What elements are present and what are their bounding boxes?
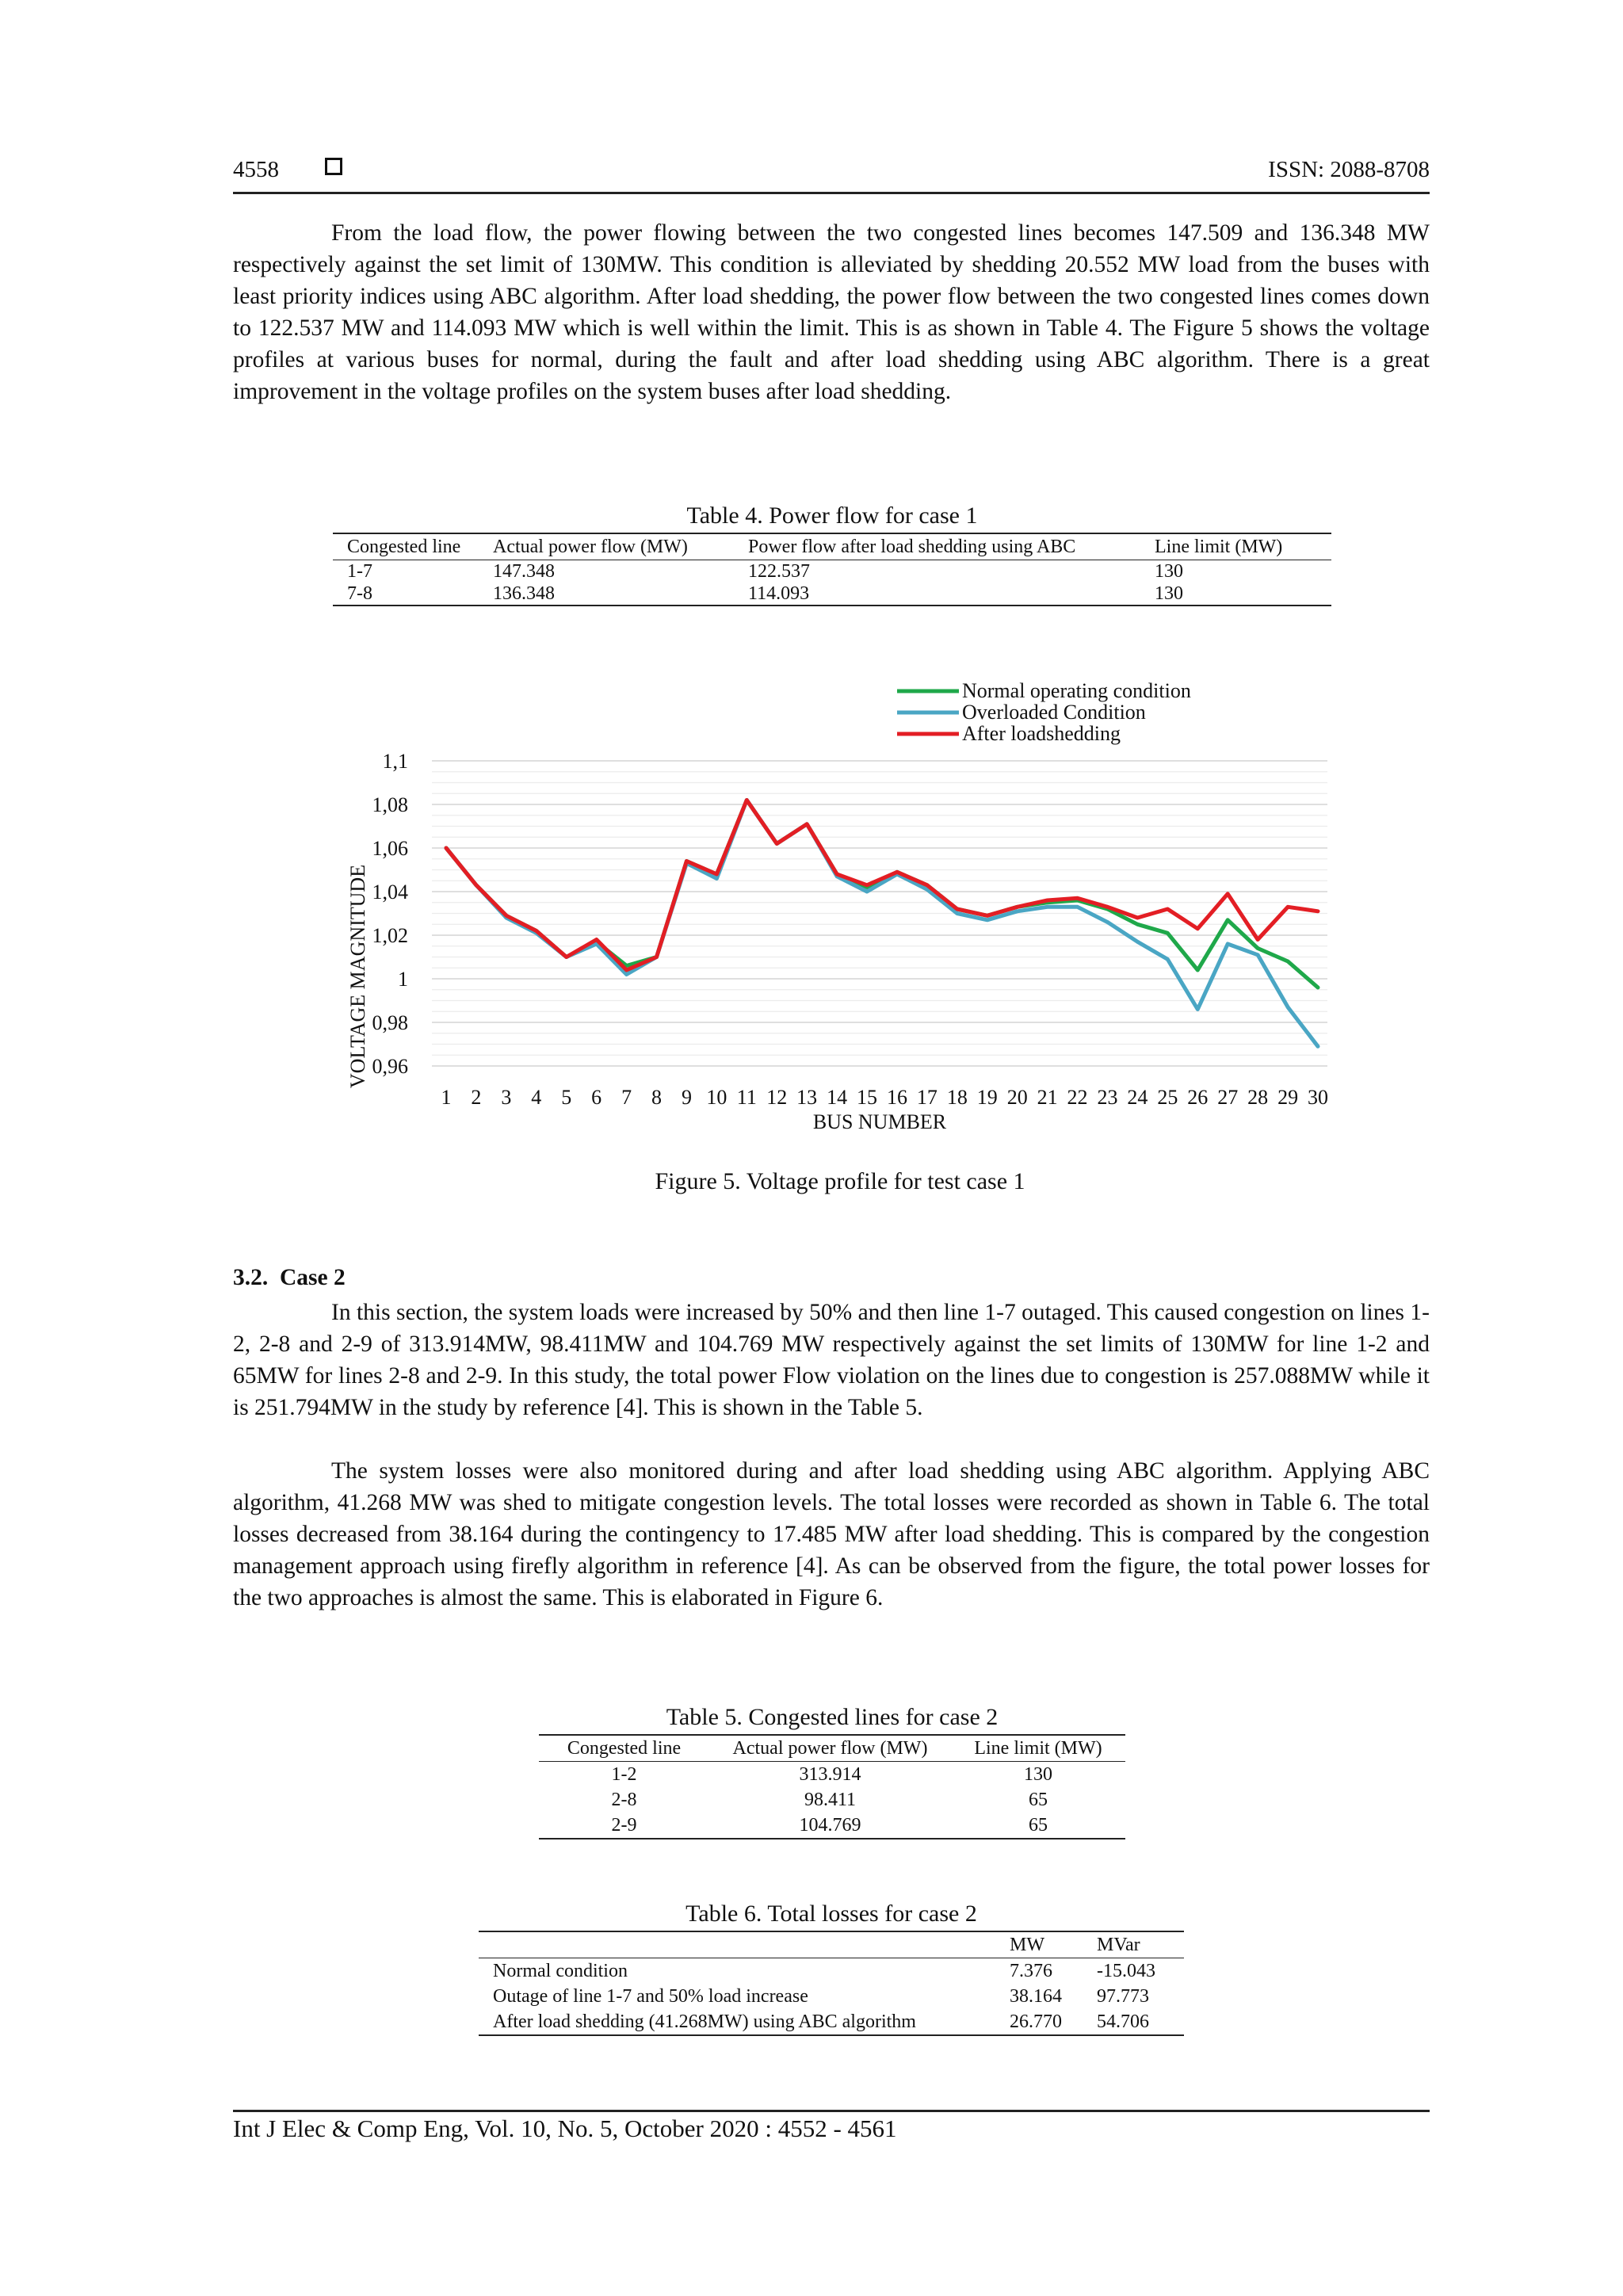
- case2-paragraph-2-text: The system losses were also monitored during and after load shedding using ABC algorithm. Applying ABC algorithm, 41.268 MW was shed to mitigate congestion levels. The total losses were recorded as shown in Table 6. The total losses decreased from 38.164 during the contingency to 17.485 MW after load shedding. This is compared by the congestion management approach using firefly algorithm in reference [4]. As can be observed from the figure, the total power losses for the two approaches is almost the same. This is elaborated in Figure 6.: [233, 1458, 1430, 1610]
- table5-header-row: [539, 1735, 1125, 1762]
- x-tick-label: 25: [1157, 1086, 1178, 1109]
- section-number: 3.2.: [233, 1265, 269, 1290]
- table5-cell: 98.411: [804, 1790, 857, 1810]
- y-tick-label: 1,1: [382, 750, 408, 773]
- table5-cell: 1-2: [611, 1764, 637, 1785]
- section-heading: [233, 1265, 346, 1291]
- x-tick-label: 23: [1097, 1086, 1118, 1109]
- table-row: [333, 560, 1331, 583]
- section-title: Case 2: [280, 1265, 346, 1290]
- x-tick-label: 2: [471, 1086, 482, 1109]
- voltage-profile-chart: [333, 666, 1347, 1157]
- table6-cell: 97.773: [1097, 1986, 1149, 2007]
- y-tick-label: 1,04: [372, 881, 408, 904]
- table6-cell: 38.164: [1010, 1986, 1062, 2007]
- y-tick-label: 0,96: [372, 1055, 408, 1078]
- table5-header: Congested line: [539, 1735, 709, 1762]
- series-line-1: [446, 800, 1318, 988]
- table5-cell: 104.769: [709, 1813, 951, 1839]
- table5-cell: 65: [951, 1813, 1125, 1839]
- table-row: [539, 1813, 1125, 1839]
- x-tick-label: 14: [827, 1086, 848, 1109]
- table5-cell: 313.914: [799, 1764, 861, 1785]
- table4-cell: 136.348: [493, 583, 748, 606]
- x-tick-label: 5: [561, 1086, 572, 1109]
- x-tick-label: 24: [1127, 1086, 1148, 1109]
- table6-caption: Table 6. Total losses for case 2: [685, 1901, 977, 1927]
- legend-label: Normal operating condition: [962, 679, 1191, 702]
- footer-citation: Int J Elec & Comp Eng, Vol. 10, No. 5, October 2020 : 4552 - 4561: [233, 2115, 897, 2142]
- x-tick-label: 27: [1217, 1086, 1239, 1109]
- table5-cell: 2-8: [611, 1790, 637, 1810]
- x-tick-label: 18: [946, 1086, 968, 1109]
- table-row: [479, 1984, 1184, 2009]
- table6-cell: Outage of line 1-7 and 50% load increase: [493, 1986, 808, 2007]
- x-tick-label: 16: [886, 1086, 907, 1109]
- x-tick-label: 3: [501, 1086, 512, 1109]
- table4-header: Power flow after load shedding using ABC: [748, 533, 1155, 560]
- x-tick-label: 9: [681, 1086, 692, 1109]
- y-axis-label: VOLTAGE MAGNITUDE: [346, 864, 369, 1089]
- table4-header: Congested line: [333, 533, 493, 560]
- x-tick-label: 26: [1187, 1086, 1209, 1109]
- x-tick-label: 19: [976, 1086, 998, 1109]
- x-tick-label: 29: [1277, 1086, 1299, 1109]
- x-tick-label: 30: [1308, 1086, 1328, 1109]
- x-tick-label: 17: [916, 1086, 938, 1109]
- table6-cell: After load shedding (41.268MW) using ABC algorithm: [479, 2009, 1010, 2035]
- table-row: [479, 1958, 1184, 1985]
- x-tick-label: 12: [766, 1086, 788, 1109]
- figure5-caption: Figure 5. Voltage profile for test case 1: [655, 1168, 1025, 1194]
- table5-cell: 2-9: [539, 1813, 709, 1839]
- table6-header: MW: [1010, 1931, 1097, 1958]
- y-tick-label: 1: [398, 968, 408, 991]
- table5: [539, 1734, 1125, 1839]
- table4-header: Line limit (MW): [1155, 533, 1331, 560]
- footer-rule: [233, 2110, 1430, 2112]
- legend-label: Overloaded Condition: [962, 701, 1146, 724]
- case2-paragraph-1-text: In this section, the system loads were increased by 50% and then line 1-7 outaged. This caused congestion on lines 1-2, 2-8 and 2-9 of 313.914MW, 98.411MW and 104.769 MW respectively against the set limits of 130MW for line 1-2 and 65MW for lines 2-8 and 2-9. In this study, the total power Flow violation on the lines due to congestion is 257.088MW while it is 251.794MW in the study by reference [4]. This is shown in the Table 5.: [233, 1300, 1430, 1420]
- y-tick-label: 0,98: [372, 1011, 408, 1034]
- legend-label: After loadshedding: [962, 722, 1121, 745]
- intro-paragraph: [233, 217, 1430, 407]
- table4-cell: 130: [1155, 583, 1331, 606]
- y-tick-label: 1,06: [372, 837, 408, 860]
- table4-cell: 114.093: [748, 583, 1155, 606]
- x-tick-label: 10: [706, 1086, 727, 1109]
- chart-grid: [432, 761, 1327, 1066]
- table-row: [539, 1762, 1125, 1788]
- table4-header-row: [333, 533, 1331, 560]
- table4-cell: 7-8: [333, 583, 493, 606]
- x-tick-label: 8: [651, 1086, 663, 1109]
- table6-cell: 54.706: [1097, 2009, 1184, 2035]
- table4-header: Actual power flow (MW): [493, 533, 748, 560]
- case2-paragraph-1: [233, 1297, 1430, 1423]
- header-square-icon: [325, 158, 342, 175]
- case2-paragraph-2: [233, 1455, 1430, 1614]
- y-axis-ticks: [372, 750, 409, 1078]
- x-tick-label: 6: [591, 1086, 602, 1109]
- table6-header: MVar: [1097, 1931, 1184, 1958]
- x-tick-label: 20: [1006, 1086, 1028, 1109]
- table4: [333, 533, 1331, 606]
- table-row: [479, 2009, 1184, 2035]
- x-tick-label: 22: [1067, 1086, 1088, 1109]
- x-tick-label: 1: [441, 1086, 452, 1109]
- table5-caption: Table 5. Congested lines for case 2: [666, 1704, 999, 1730]
- x-tick-label: 13: [796, 1086, 818, 1109]
- table6-cell: -15.043: [1097, 1961, 1155, 1981]
- table5-cell: 65: [1029, 1790, 1048, 1810]
- table5-header: Actual power flow (MW): [709, 1735, 951, 1762]
- issn: ISSN: 2088-8708: [1268, 157, 1430, 182]
- table4-cell: 130: [1155, 561, 1183, 582]
- x-tick-label: 7: [621, 1086, 632, 1109]
- x-tick-label: 15: [857, 1086, 878, 1109]
- x-tick-label: 28: [1247, 1086, 1269, 1109]
- x-tick-label: 11: [736, 1086, 757, 1109]
- table6-header-row: [479, 1931, 1184, 1958]
- header-rule: [233, 192, 1430, 194]
- table4-cell: 1-7: [347, 561, 372, 582]
- table6-cell: 7.376: [1010, 1961, 1052, 1981]
- table5-header: Line limit (MW): [951, 1735, 1125, 1762]
- y-tick-label: 1,08: [372, 793, 408, 816]
- table-row: [539, 1787, 1125, 1813]
- table4-cell: 147.348: [493, 561, 555, 582]
- table4-caption: Table 4. Power flow for case 1: [686, 502, 978, 529]
- chart-legend: [897, 679, 1191, 745]
- table-row: [333, 583, 1331, 606]
- page-number: 4558: [233, 157, 279, 182]
- table6-header: [479, 1931, 1010, 1958]
- x-axis-label: BUS NUMBER: [812, 1110, 947, 1133]
- table4-cell: 122.537: [748, 561, 810, 582]
- table6: [479, 1931, 1184, 2036]
- x-axis-ticks: [441, 1086, 1329, 1109]
- y-tick-label: 1,02: [372, 924, 408, 947]
- table5-cell: 130: [1024, 1764, 1052, 1785]
- x-tick-label: 4: [531, 1086, 542, 1109]
- intro-paragraph-text: From the load flow, the power flowing between the two congested lines becomes 147.509 and 136.348 MW respectively against the set limit of 130MW. This condition is alleviated by shedding 20.552 MW load from the buses with least priority indices using ABC algorithm. After load shedding, the power flow between the two congested lines comes down to 122.537 MW and 114.093 MW which is well within the limit. This is as shown in Table 4. The Figure 5 shows the voltage profiles at various buses for normal, during the fault and after load shedding using ABC algorithm. There is a great improvement in the voltage profiles on the system buses after load shedding.: [233, 220, 1430, 404]
- table6-cell: 26.770: [1010, 2009, 1097, 2035]
- table6-cell: Normal condition: [493, 1961, 628, 1981]
- x-tick-label: 21: [1037, 1086, 1058, 1109]
